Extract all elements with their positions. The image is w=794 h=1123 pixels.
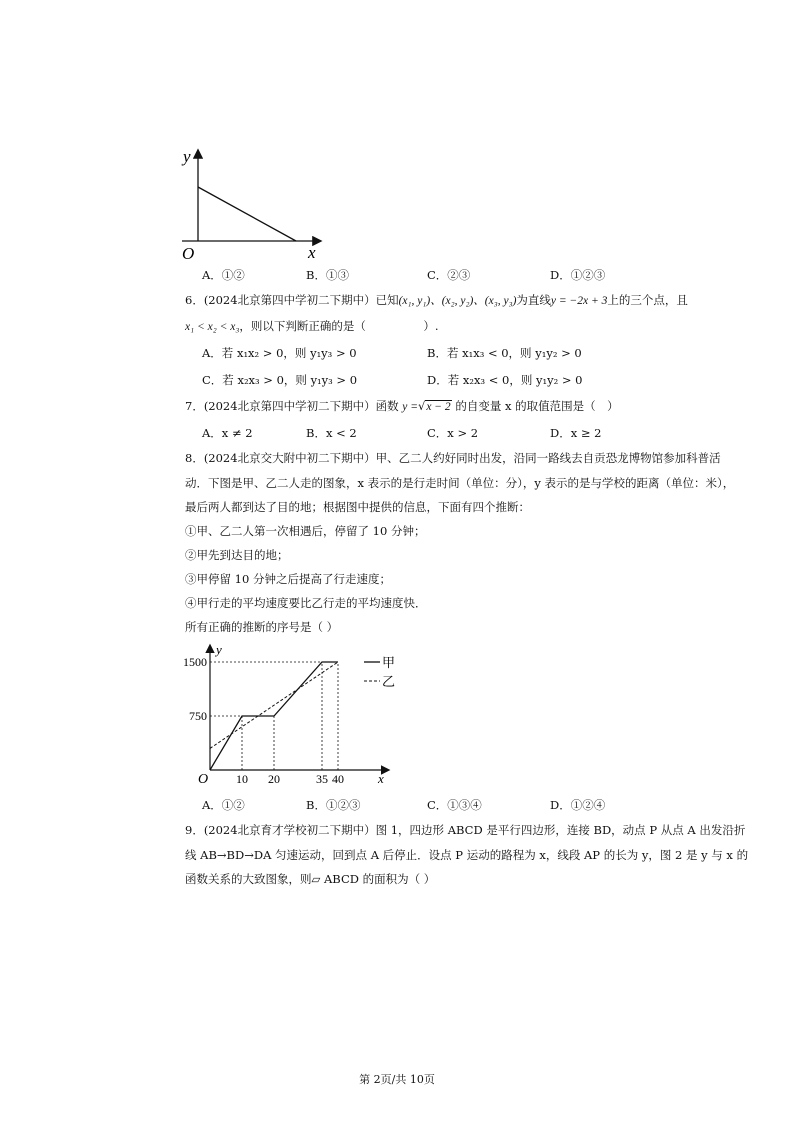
q7-option-b: B．x < 2 <box>306 426 357 440</box>
q5-option-a: A．①② <box>202 268 245 282</box>
q8-legend-label-2: 乙 <box>382 674 396 689</box>
q5-graph <box>180 145 330 260</box>
q8-ask: 所有正确的推断的序号是（ ） <box>185 620 339 634</box>
q7-prefix: 7．(2024北京第四中学初二下期中）函数 <box>185 399 399 413</box>
q5-line <box>198 187 296 241</box>
q8-option-c: C．①③④ <box>427 798 482 812</box>
q8-x-tick-35: 35 <box>316 772 328 786</box>
q5-y-label: y <box>183 147 191 166</box>
q8-y-tick-750: 750 <box>189 709 207 723</box>
q8-statement-4: ④甲行走的平均速度要比乙行走的平均速度快． <box>185 596 427 610</box>
q8-x-label: x <box>378 771 384 786</box>
q8-statement-1: ①甲、乙二人第一次相遇后，停留了 10 分钟； <box>185 524 426 538</box>
q7-suffix: 的自变量 x 的取值范围是（ ） <box>455 399 619 413</box>
q6-mid: 为直线 <box>516 293 551 307</box>
q8-x-tick-20: 20 <box>268 772 280 786</box>
q8-option-d: D．①②④ <box>550 798 606 812</box>
q6-option-b: B．若 x₁x₃ < 0，则 y₁y₂ > 0 <box>427 346 582 360</box>
q8-stem-line2: 动．下图是甲、乙二人走的图象，x 表示的是行走时间（单位：分），y 表示的是与学校的距离（单位：米）， <box>185 476 735 490</box>
q7-func-lhs: y = <box>402 401 418 413</box>
q8-option-a: A．①② <box>202 798 245 812</box>
page-footer: 第 2页/共 10页 <box>359 1073 435 1086</box>
q8-statement-3: ③甲停留 10 分钟之后提高了行走速度； <box>185 572 391 586</box>
q6-prefix: 6．(2024北京第四中学初二下期中）已知 <box>185 293 399 307</box>
q6-stem-line1 <box>185 292 688 308</box>
q6-points: (x₁, y₁)、(x₂, y₂)、(x₃, y₃) <box>398 295 517 307</box>
q6-stem-line2 <box>185 318 438 334</box>
q9-stem-line3: 函数关系的大致图象，则▱ ABCD 的面积为（ ） <box>185 872 436 886</box>
q8-statement-2: ②甲先到达目的地； <box>185 548 289 562</box>
q8-stem-line1: 8．(2024北京交大附中初二下期中）甲、乙二人约好同时出发，沿同一路线去自贡恐龙博物馆参加科普活 <box>185 451 721 465</box>
q8-legend <box>364 655 395 689</box>
q6-option-a: A．若 x₁x₂ > 0，则 y₁y₃ > 0 <box>202 346 357 360</box>
q6-equation: y = −2x + 3 <box>550 295 608 307</box>
q9-stem-line1: 9．(2024北京育才学校初二下期中）图 1，四边形 ABCD 是平行四边形，连接 BD，动点 P 从点 A 出发沿折 <box>185 823 746 837</box>
q8-legend-label-1: 甲 <box>382 655 396 670</box>
q8-stem-line3: 最后两人都到达了目的地；根据图中提供的信息，下面有四个推断： <box>185 500 530 514</box>
q7-option-a: A．x ≠ 2 <box>202 426 253 440</box>
q7-radicand: x − 2 <box>426 401 451 413</box>
q5-option-c: C．②③ <box>427 268 471 282</box>
q8-y-label: y <box>216 642 222 657</box>
q6-suffix: 上的三个点，且 <box>607 293 688 307</box>
q6-option-c: C．若 x₂x₃ > 0，则 y₁y₃ > 0 <box>202 373 358 387</box>
q8-x-tick-10: 10 <box>236 772 248 786</box>
q7-stem <box>185 398 619 414</box>
q5-origin-label: O <box>182 244 195 260</box>
q8-series-line-2 <box>210 662 338 748</box>
q8-distance-time-chart <box>180 640 420 790</box>
q8-origin-label: O <box>198 772 209 787</box>
q6-option-d: D．若 x₂x₃ < 0，则 y₁y₂ > 0 <box>427 373 583 387</box>
q6-condition: x₁ < x₂ < x₃ <box>185 321 240 333</box>
q8-y-tick-1500: 1500 <box>183 655 207 669</box>
q5-x-label: x <box>308 243 316 260</box>
q9-stem-line2: 线 AB→BD→DA 匀速运动，回到点 A 后停止．设点 P 运动的路程为 x，线段 AP 的长为 y，图 2 是 y 与 x 的 <box>185 848 749 862</box>
q8-x-tick-40: 40 <box>332 772 344 786</box>
q5-option-b: B．①③ <box>306 268 349 282</box>
q8-option-b: B．①②③ <box>306 798 361 812</box>
q7-sqrt-sign: √ <box>417 399 426 413</box>
q7-option-c: C．x > 2 <box>427 426 479 440</box>
q7-option-d: D．x ≥ 2 <box>550 426 602 440</box>
q6-question: ，则以下判断正确的是（ ）. <box>239 319 439 333</box>
q5-option-d: D．①②③ <box>550 268 606 282</box>
